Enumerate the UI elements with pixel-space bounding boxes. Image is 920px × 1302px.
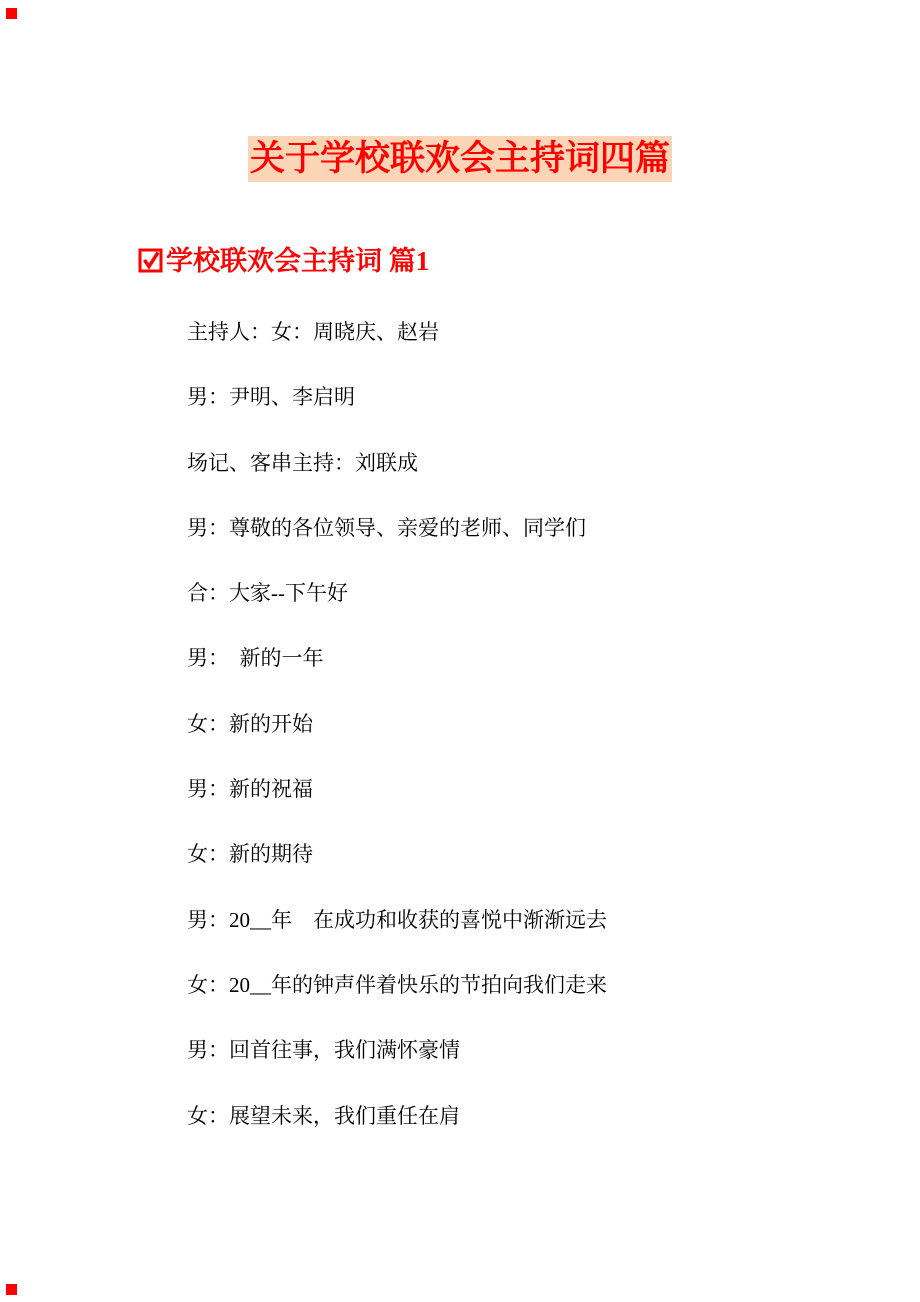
paragraph-line: 男：20__年 在成功和收获的喜悦中渐渐远去 (187, 907, 607, 932)
paragraph-line: 女：展望未来，我们重任在肩 (187, 1103, 460, 1128)
paragraph-line: 男：尹明、李启明 (187, 385, 355, 410)
corner-mark-bottom-left (6, 1284, 17, 1295)
document-title (0, 136, 920, 182)
paragraph-line: 男： 新的一年 (187, 646, 324, 671)
paragraph-line: 女：新的期待 (187, 842, 313, 867)
paragraph-line: 女：新的开始 (187, 711, 313, 736)
section-heading-text: 学校联欢会主持词 篇1 (166, 246, 430, 276)
paragraph-line: 场记、客串主持：刘联成 (187, 450, 418, 475)
paragraph-line: 男：尊敬的各位领导、亲爱的老师、同学们 (187, 515, 586, 540)
paragraph-line: 男：新的祝福 (187, 777, 313, 802)
paragraph-line: 合：大家--下午好 (187, 581, 348, 606)
paragraph-line: 主持人：女：周晓庆、赵岩 (187, 320, 439, 344)
checked-box-icon (138, 247, 164, 273)
body-paragraphs (187, 300, 860, 1149)
paragraph-line: 男：回首往事，我们满怀豪情 (187, 1038, 460, 1063)
document-title-text: 关于学校联欢会主持词四篇 (248, 136, 672, 182)
paragraph-line: 女：20__年的钟声伴着快乐的节拍向我们走来 (187, 972, 607, 997)
section-heading (138, 244, 429, 278)
corner-mark-top-left (6, 8, 17, 19)
